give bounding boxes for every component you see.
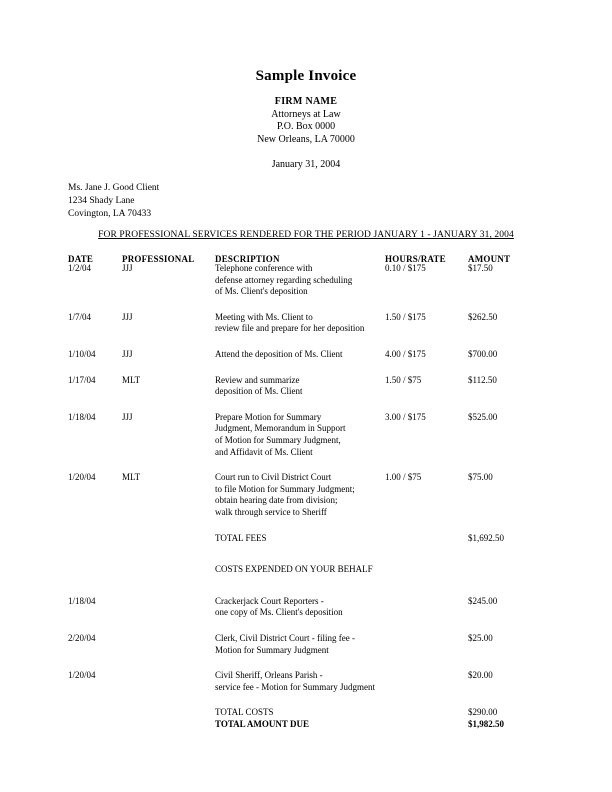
cell-amount: $700.00 <box>468 349 498 359</box>
cell-amount: $75.00 <box>468 472 493 483</box>
client-city-state-zip: Covington, LA 70433 <box>68 209 152 219</box>
description-line-1: Meeting with Ms. Client to <box>215 311 313 322</box>
description-line-3: of Ms. Client's deposition <box>215 286 308 297</box>
description-line-1: TOTAL FEES <box>215 532 267 543</box>
cell-description <box>215 472 383 518</box>
firm-name: FIRM NAME <box>274 96 338 107</box>
cell-description <box>215 263 383 298</box>
client-address-block <box>68 182 159 221</box>
costs-heading-row <box>0 564 612 576</box>
cell-description <box>215 633 383 656</box>
cell-amount: $25.00 <box>468 633 493 643</box>
description-line-2: service fee - Motion for Summary Judgment <box>215 681 375 692</box>
cell-amount: $290.00 <box>468 707 498 718</box>
table-row <box>0 263 612 298</box>
cell-description <box>215 564 383 576</box>
description-line-3: of Motion for Summary Judgment, <box>215 434 341 445</box>
cell-hours-rate: 1.50 / $175 <box>385 311 426 322</box>
cell-professional: JJJ <box>122 349 133 359</box>
description-line-2: Judgment, Memorandum in Support <box>215 423 346 434</box>
cell-professional: JJJ <box>122 411 133 422</box>
description-line-1: Review and summarize <box>215 374 300 385</box>
description-line-1: Attend the deposition of Ms. Client <box>215 349 343 359</box>
cell-amount: $525.00 <box>468 411 498 422</box>
cell-date: 2/20/04 <box>68 633 96 643</box>
description-line-2: Motion for Summary Judgment <box>215 644 329 655</box>
column-header-amount: AMOUNT <box>468 254 511 264</box>
firm-address-block <box>0 96 612 146</box>
description-line-1: TOTAL AMOUNT DUE <box>215 719 310 729</box>
cell-date: 1/10/04 <box>68 349 96 359</box>
column-header-hours-rate: HOURS/RATE <box>385 254 446 264</box>
firm-po-box: P.O. Box 0000 <box>276 121 336 133</box>
cell-description <box>215 412 383 458</box>
cell-professional: JJJ <box>122 311 133 322</box>
description-line-1: Clerk, Civil District Court - filing fee - <box>215 633 355 643</box>
description-line-3: obtain hearing date from division; <box>215 495 338 506</box>
cell-date: 1/20/04 <box>68 472 96 483</box>
cell-amount: $112.50 <box>468 374 497 385</box>
cell-amount: $245.00 <box>468 595 498 606</box>
description-line-1: COSTS EXPENDED ON YOUR BEHALF <box>215 564 373 575</box>
cell-hours-rate: 1.00 / $75 <box>385 472 422 483</box>
description-line-1: Court run to Civil District Court <box>215 472 332 483</box>
cell-description <box>215 707 383 719</box>
total-fees-row <box>0 533 612 545</box>
cell-hours-rate: 0.10 / $175 <box>385 263 426 273</box>
table-row <box>0 375 612 398</box>
cell-date: 1/18/04 <box>68 595 96 606</box>
cell-amount: $1,982.50 <box>468 719 504 729</box>
period-heading <box>0 230 612 240</box>
cell-amount: $17.50 <box>468 263 493 273</box>
total-amount-due-row <box>0 719 612 731</box>
cell-description <box>215 349 383 361</box>
cost-row <box>0 596 612 619</box>
description-line-2: deposition of Ms. Client <box>215 386 303 397</box>
cell-date: 1/7/04 <box>68 311 92 322</box>
cell-professional: MLT <box>122 472 141 483</box>
cell-amount: $262.50 <box>468 311 498 322</box>
description-line-2: review file and prepare for her deposition <box>215 323 365 334</box>
description-line-2: one copy of Ms. Client's deposition <box>215 607 343 618</box>
cell-description <box>215 312 383 335</box>
cell-date: 1/2/04 <box>68 263 92 273</box>
cell-amount: $20.00 <box>468 670 493 681</box>
column-header-description: DESCRIPTION <box>215 254 280 264</box>
cell-description <box>215 375 383 398</box>
period-heading-text: FOR PROFESSIONAL SERVICES RENDERED FOR THE PERIOD JANUARY 1 - JANUARY 31, 2004 <box>98 230 514 240</box>
firm-tagline: Attorneys at Law <box>271 108 341 120</box>
description-line-1: Crackerjack Court Reporters - <box>215 595 324 606</box>
description-line-4: and Affidavit of Ms. Client <box>215 446 313 457</box>
description-line-4: walk through service to Sheriff <box>215 506 327 517</box>
description-line-1: Telephone conference with <box>215 263 313 273</box>
description-line-1: TOTAL COSTS <box>215 707 274 718</box>
description-line-1: Prepare Motion for Summary <box>215 411 322 422</box>
table-row <box>0 312 612 335</box>
cell-hours-rate: 4.00 / $175 <box>385 349 426 359</box>
cost-row <box>0 670 612 693</box>
description-line-2: defense attorney regarding scheduling <box>215 274 353 285</box>
table-row <box>0 349 612 361</box>
cell-professional: MLT <box>122 374 141 385</box>
firm-city-state-zip: New Orleans, LA 70000 <box>257 133 355 145</box>
cell-professional: JJJ <box>122 263 133 273</box>
cell-description <box>215 533 383 545</box>
cell-date: 1/18/04 <box>68 411 96 422</box>
cell-description <box>215 670 383 693</box>
cell-hours-rate: 3.00 / $175 <box>385 411 426 422</box>
cell-description <box>215 596 383 619</box>
table-row <box>0 472 612 518</box>
cell-date: 1/17/04 <box>68 374 96 385</box>
client-name: Ms. Jane J. Good Client <box>68 183 160 193</box>
page-title: Sample Invoice <box>255 68 357 84</box>
total-costs-row <box>0 707 612 719</box>
invoice-table <box>0 254 612 729</box>
client-street: 1234 Shady Lane <box>68 196 135 206</box>
column-header-professional: PROFESSIONAL <box>122 254 195 264</box>
invoice-date: January 31, 2004 <box>271 159 341 170</box>
cell-hours-rate: 1.50 / $75 <box>385 374 422 385</box>
description-line-2: to file Motion for Summary Judgment; <box>215 483 355 494</box>
cell-amount: $1,692.50 <box>468 532 504 543</box>
cell-description <box>215 719 383 731</box>
column-header-date: DATE <box>68 254 94 264</box>
cell-date: 1/20/04 <box>68 670 96 681</box>
cost-row <box>0 633 612 656</box>
table-row <box>0 412 612 458</box>
description-line-1: Civil Sheriff, Orleans Parish - <box>215 670 323 681</box>
